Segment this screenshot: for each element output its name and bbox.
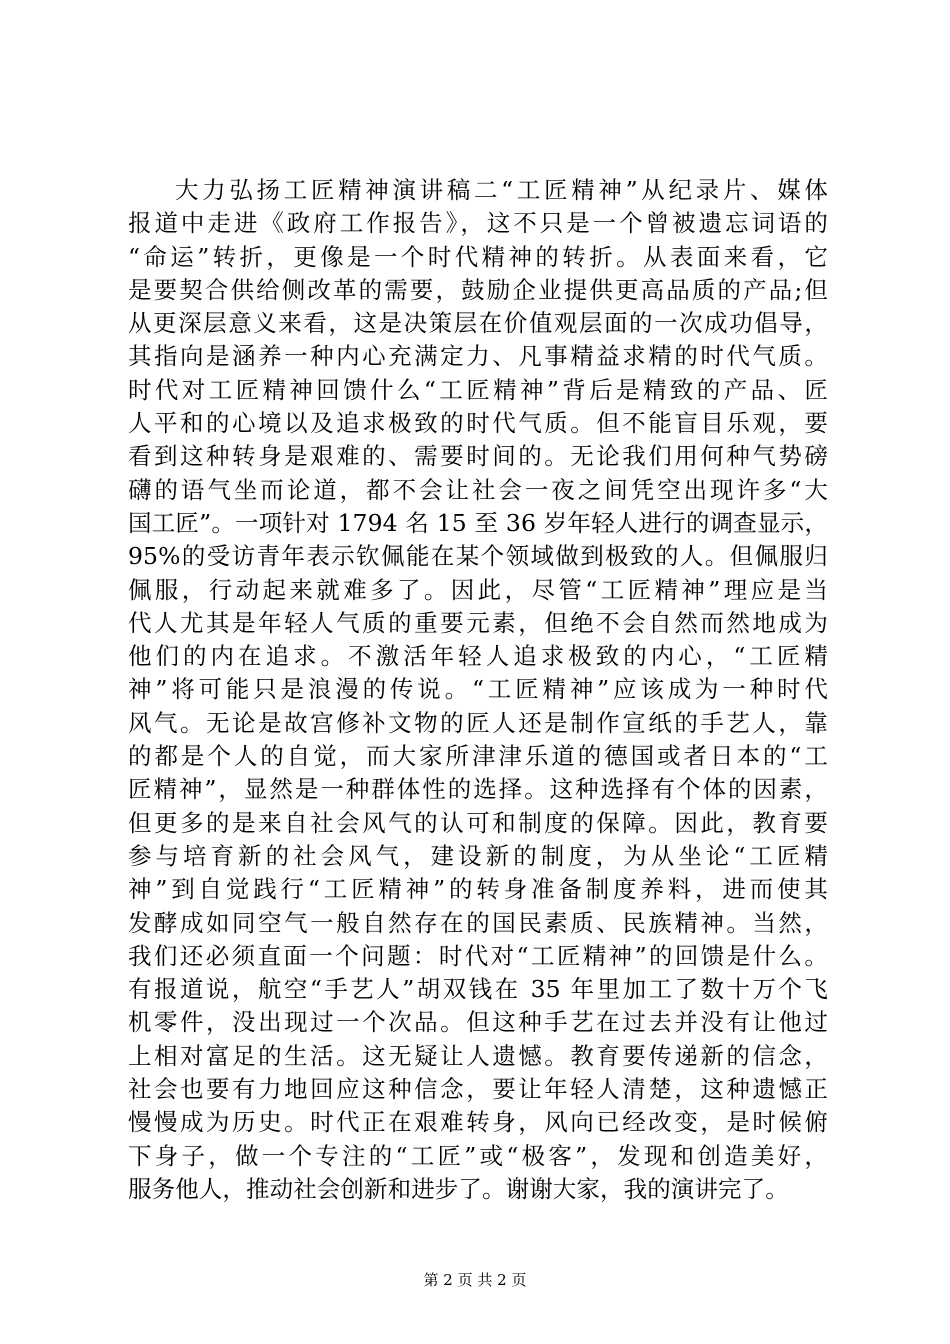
text-line: 匠精神”，显然是一种群体性的选择。这种选择有个体的因素， (128, 775, 828, 804)
text-line: 95%的受访青年表示钦佩能在某个领域做到极致的人。但佩服归 (128, 542, 828, 571)
text-line: 礴的语气坐而论道，都不会让社会一夜之间凭空出现许多“大 (128, 475, 828, 504)
text-line: 国工匠”。一项针对 1794 名 15 至 36 岁年轻人进行的调查显示， (128, 508, 828, 537)
text-line: 机零件，没出现过一个次品。但这种手艺在过去并没有让他过 (128, 1008, 828, 1037)
text-line: 但更多的是来自社会风气的认可和制度的保障。因此，教育要 (128, 808, 828, 837)
text-line: 参与培育新的社会风气，建设新的制度，为从坐论“工匠精 (128, 841, 828, 870)
text-line: 的都是个人的自觉，而大家所津津乐道的德国或者日本的“工 (128, 742, 828, 771)
text-line: “命运”转折，更像是一个时代精神的转折。从表面来看，它 (128, 242, 828, 271)
text-line: 其指向是涵养一种内心充满定力、凡事精益求精的时代气质。 (128, 342, 828, 371)
text-line: 时代对工匠精神回馈什么“工匠精神”背后是精致的产品、匠 (128, 375, 828, 404)
text-line: 他们的内在追求。不激活年轻人追求极致的内心，“工匠精 (128, 642, 828, 671)
text-line: 服务他人，推动社会创新和进步了。谢谢大家，我的演讲完了。 (128, 1174, 789, 1203)
text-line: 下身子，做一个专注的“工匠”或“极客”，发现和创造美好， (128, 1141, 828, 1170)
text-line: 人平和的心境以及追求极致的时代气质。但不能盲目乐观，要 (128, 409, 828, 438)
text-line: 神”到自觉践行“工匠精神”的转身准备制度养料，进而使其 (128, 875, 828, 904)
text-line: 代人尤其是年轻人气质的重要元素，但绝不会自然而然地成为 (128, 608, 828, 637)
text-line: 社会也要有力地回应这种信念，要让年轻人清楚，这种遗憾正 (128, 1075, 828, 1104)
text-line: 神”将可能只是浪漫的传说。“工匠精神”应该成为一种时代 (128, 675, 828, 704)
text-line: 上相对富足的生活。这无疑让人遗憾。教育要传递新的信念， (128, 1041, 828, 1070)
text-line: 我们还必须直面一个问题：时代对“工匠精神”的回馈是什么。 (128, 941, 828, 970)
page-number-footer: 第 2 页 共 2 页 (423, 1271, 527, 1289)
text-line: 是要契合供给侧改革的需要，鼓励企业提供更高品质的产品;但 (128, 275, 828, 304)
speech-body (128, 174, 828, 1206)
text-line: 风气。无论是故宫修补文物的匠人还是制作宣纸的手艺人，靠 (128, 708, 828, 737)
text-line: 慢慢成为历史。时代正在艰难转身，风向已经改变，是时候俯 (128, 1108, 828, 1137)
text-line: 从更深层意义来看，这是决策层在价值观层面的一次成功倡导， (128, 309, 828, 338)
text-line: 报道中走进《政府工作报告》，这不只是一个曾被遗忘词语的 (128, 209, 828, 238)
text-line: 看到这种转身是艰难的、需要时间的。无论我们用何种气势磅 (128, 442, 828, 471)
text-line: 佩服，行动起来就难多了。因此，尽管“工匠精神”理应是当 (128, 575, 828, 604)
text-line: 发酵成如同空气一般自然存在的国民素质、民族精神。当然， (128, 908, 828, 937)
text-line: 大力弘扬工匠精神演讲稿二“工匠精神”从纪录片、媒体 (175, 176, 828, 204)
text-line: 有报道说，航空“手艺人”胡双钱在 35 年里加工了数十万个飞 (128, 975, 828, 1004)
